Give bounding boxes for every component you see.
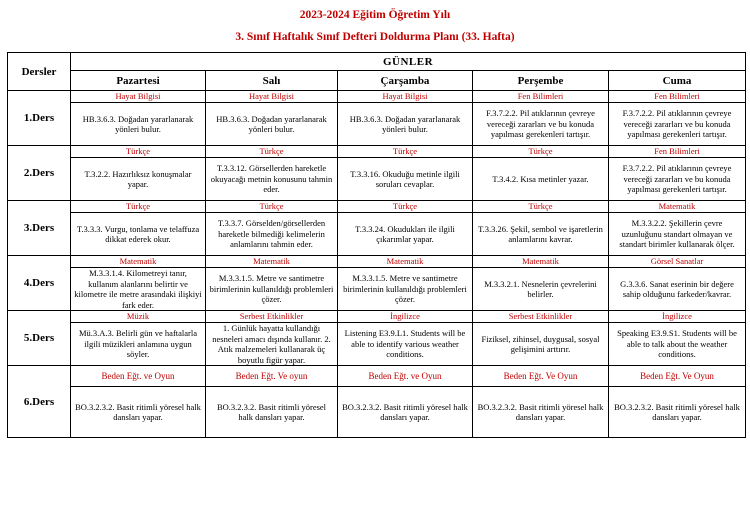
lesson-label: 4.Ders [8, 256, 71, 311]
outcome-cell: F.3.7.2.2. Pil atıklarının çevreye vereceği zararları ve bu konuda yapılması gerekenleri tartışır. [609, 103, 746, 146]
outcome-cell: G.3.3.6. Sanat eserinin bir değere sahip olduğunu farkeder/kavrar. [609, 268, 746, 311]
subject-cell: Matematik [338, 256, 473, 268]
lesson-row-outcomes [8, 213, 746, 256]
lesson-label: 1.Ders [8, 91, 71, 146]
gunler-header: GÜNLER [71, 53, 746, 71]
subject-cell: Fen Bilimleri [609, 91, 746, 103]
outcome-cell: HB.3.6.3. Doğadan yararlanarak yönleri bulur. [71, 103, 206, 146]
subject-cell: Serbest Etkinlikler [206, 311, 338, 323]
lesson-row-subjects [8, 366, 746, 387]
lesson-label: 5.Ders [8, 311, 71, 366]
subject-cell: Beden Eğt. ve Oyun [338, 366, 473, 387]
lesson-row-outcomes [8, 323, 746, 366]
subject-cell: Türkçe [206, 146, 338, 158]
outcome-cell: HB.3.6.3. Doğadan yararlanarak yönleri bulur. [206, 103, 338, 146]
subject-cell: Serbest Etkinlikler [473, 311, 609, 323]
outcome-cell: T.3.3.3. Vurgu, tonlama ve telaffuza dikkat ederek okur. [71, 213, 206, 256]
subject-cell: Türkçe [338, 201, 473, 213]
outcome-cell: T.3.3.12. Görsellerden hareketle okuyacağı metnin konusunu tahmin eder. [206, 158, 338, 201]
lesson-row-outcomes [8, 268, 746, 311]
subject-cell: Hayat Bilgisi [338, 91, 473, 103]
outcome-cell: M.3.3.2.1. Nesnelerin çevrelerini belirler. [473, 268, 609, 311]
subject-cell: Beden Eğt. ve Oyun [71, 366, 206, 387]
lesson-label: 2.Ders [8, 146, 71, 201]
subject-cell: Matematik [206, 256, 338, 268]
lesson-row-outcomes [8, 103, 746, 146]
day-header-friday: Cuma [609, 71, 746, 91]
lesson-row-subjects [8, 311, 746, 323]
outcome-cell: Fiziksel, zihinsel, duygusal, sosyal gelişimini arttırır. [473, 323, 609, 366]
lesson-row-subjects [8, 146, 746, 158]
outcome-cell: Speaking E3.9.S1. Students will be able to talk about the weather conditions. [609, 323, 746, 366]
outcome-cell: T.3.3.7. Görselden/görsellerden hareketle bilmediği kelimelerin anlamlarını tahmin eder. [206, 213, 338, 256]
subject-cell: Müzik [71, 311, 206, 323]
subject-cell: Türkçe [71, 201, 206, 213]
outcome-cell: T.3.3.26. Şekil, sembol ve işaretlerin anlamlarını kavrar. [473, 213, 609, 256]
outcome-cell: BO.3.2.3.2. Basit ritimli yöresel halk dansları yapar. [71, 387, 206, 438]
subject-cell: İngilizce [338, 311, 473, 323]
subject-cell: Matematik [609, 201, 746, 213]
lesson-row-subjects [8, 201, 746, 213]
outcome-cell: M.3.3.1.5. Metre ve santimetre birimlerinin kullanıldığı problemleri çözer. [338, 268, 473, 311]
outcome-cell: M.3.3.2.2. Şekillerin çevre uzunluğunu standart olmayan ve standart birimler kullanarak ölçer. [609, 213, 746, 256]
subject-cell: Hayat Bilgisi [71, 91, 206, 103]
dersler-header: Dersler [8, 53, 71, 91]
outcome-cell: BO.3.2.3.2. Basit ritimli yöresel halk dansları yapar. [206, 387, 338, 438]
outcome-cell: 1. Günlük hayatta kullandığı nesneleri amacı dışında kullanır. 2. Atık malzemeleri kullanarak üç boyutlu figür yapar. [206, 323, 338, 366]
subject-cell: Türkçe [473, 201, 609, 213]
subject-cell: Beden Eğt. Ve Oyun [609, 366, 746, 387]
day-header-thursday: Perşembe [473, 71, 609, 91]
outcome-cell: T.3.4.2. Kısa metinler yazar. [473, 158, 609, 201]
outcome-cell: BO.3.2.3.2. Basit ritimli yöresel halk dansları yapar. [338, 387, 473, 438]
document-title-year: 2023-2024 Eğitim Öğretim Yılı [299, 9, 451, 21]
outcome-cell: M.3.3.1.4. Kilometreyi tanır, kullanım alanlarını belirtir ve kilometre ile metre arasındaki ilişkiyi fark eder. [71, 268, 206, 311]
subject-cell: Matematik [473, 256, 609, 268]
lesson-label: 3.Ders [8, 201, 71, 256]
lesson-row-subjects [8, 256, 746, 268]
weekly-plan-table [7, 52, 746, 438]
outcome-cell: BO.3.2.3.2. Basit ritimli yöresel halk dansları yapar. [609, 387, 746, 438]
subject-cell: Türkçe [473, 146, 609, 158]
outcome-cell: T.3.2.2. Hazırlıksız konuşmalar yapar. [71, 158, 206, 201]
day-header-tuesday: Salı [206, 71, 338, 91]
subject-cell: Hayat Bilgisi [206, 91, 338, 103]
subject-cell: İngilizce [609, 311, 746, 323]
lesson-label: 6.Ders [8, 366, 71, 438]
outcome-cell: F.3.7.2.2. Pil atıklarının çevreye vereceği zararları ve bu konuda yapılması gerekenleri tartışır. [609, 158, 746, 201]
day-header-monday: Pazartesi [71, 71, 206, 91]
subject-cell: Beden Eğt. Ve oyun [206, 366, 338, 387]
subject-cell: Görsel Sanatlar [609, 256, 746, 268]
lesson-row-outcomes [8, 158, 746, 201]
outcome-cell: Listening E3.9.L1. Students will be able to identify various weather conditions. [338, 323, 473, 366]
document-title-plan: 3. Sınıf Haftalık Sınıf Defteri Doldurma Planı (33. Hafta) [235, 31, 515, 43]
subject-cell: Türkçe [338, 146, 473, 158]
outcome-cell: T.3.3.24. Okudukları ile ilgili çıkarımlar yapar. [338, 213, 473, 256]
outcome-cell: Mü.3.A.3. Belirli gün ve haftalarla ilgili müzikleri anlamına uygun söyler. [71, 323, 206, 366]
subject-cell: Fen Bilimleri [609, 146, 746, 158]
outcome-cell: BO.3.2.3.2. Basit ritimli yöresel halk dansları yapar. [473, 387, 609, 438]
subject-cell: Türkçe [71, 146, 206, 158]
subject-cell: Matematik [71, 256, 206, 268]
subject-cell: Fen Bilimleri [473, 91, 609, 103]
day-header-wednesday: Çarşamba [338, 71, 473, 91]
outcome-cell: T.3.3.16. Okuduğu metinle ilgili soruları cevaplar. [338, 158, 473, 201]
outcome-cell: HB.3.6.3. Doğadan yararlanarak yönleri bulur. [338, 103, 473, 146]
subject-cell: Türkçe [206, 201, 338, 213]
lesson-row-subjects [8, 91, 746, 103]
outcome-cell: M.3.3.1.5. Metre ve santimetre birimlerinin kullanıldığı problemleri çözer. [206, 268, 338, 311]
subject-cell: Beden Eğt. Ve Oyun [473, 366, 609, 387]
outcome-cell: F.3.7.2.2. Pil atıklarının çevreye vereceği zararları ve bu konuda yapılması gerekenleri tartışır. [473, 103, 609, 146]
lesson-row-outcomes [8, 387, 746, 438]
